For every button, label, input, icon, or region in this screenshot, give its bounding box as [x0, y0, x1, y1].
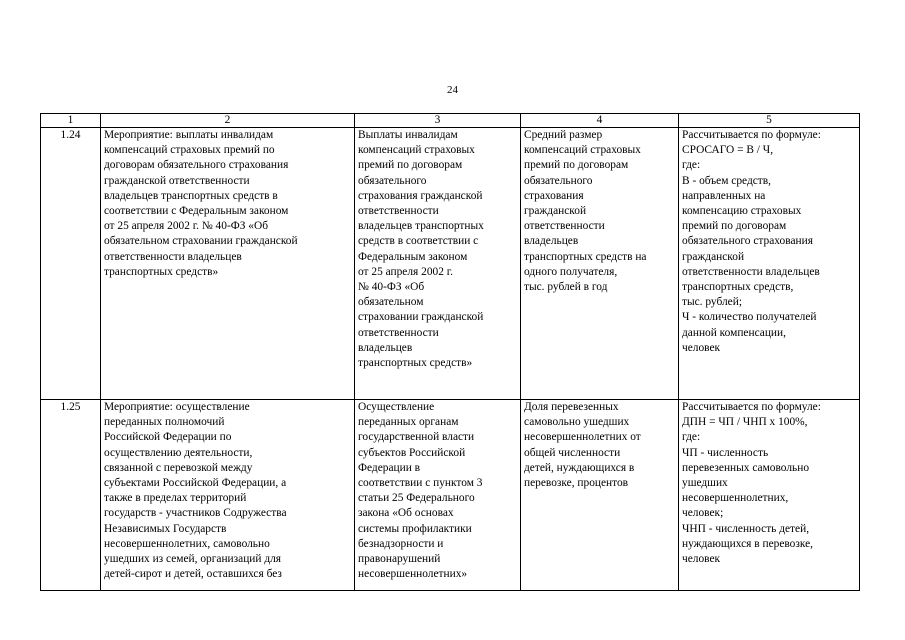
- description-cell: Выплаты инвалидам компенсаций страховых премий по договорам обязательного страхования гражданской ответственности владельцев транспортных средств в соответствии с Федеральным законом от 25 апреля 2002 г. № 40-ФЗ «Об обязательном страховании гражданской ответственности владельцев транспортных средств»: [355, 128, 521, 400]
- indicator-cell: [521, 400, 679, 591]
- activity-cell: Мероприятие: выплаты инвалидам компенсаций страховых премий по договорам обязательного страхования гражданской ответственности владельцев транспортных средств в соответствии с Федеральным законом от 25 апреля 2002 г. № 40-ФЗ «Об обязательном страховании гражданской ответственности владельцев транспортных средств»: [101, 128, 355, 400]
- table-row-1-25: [41, 400, 860, 591]
- activity-text: Мероприятие: осуществление переданных полномочий Российской Федерации по осуществлению деятельности, связанной с перевозкой между субъектами Российской Федерации, а также в пределах территорий государств - участников Содружества Независимых Государств несовершеннолетних, самовольно ушедших из семей, организаций для детей-сирот и детей, оставшихся без: [104, 401, 287, 581]
- column-header-1: 1: [41, 114, 101, 128]
- row-number: 1.24: [41, 128, 101, 400]
- header-row: [41, 114, 860, 128]
- formula-cell: [679, 400, 860, 591]
- table-row-1-24: [41, 128, 860, 400]
- indicator-cell: Средний размер компенсаций страховых премий по договорам обязательного страхования гражданской ответственности владельцев транспортных средств на одного получателя, тыс. рублей в год: [521, 128, 679, 400]
- description-cell: [355, 400, 521, 591]
- formula-text: Рассчитывается по формуле: ДПН = ЧП / ЧНП х 100%, где: ЧП - численность перевезенных самовольно ушедших несовершеннолетних, человек; ЧНП - численность детей, нуждающихся в перевозке, человек: [682, 401, 821, 566]
- indicator-table: [40, 113, 860, 591]
- column-header-2: 2: [101, 114, 355, 128]
- indicator-text: Доля перевезенных самовольно ушедших несовершеннолетних от общей численности детей, нуждающихся в перевозке, процентов: [524, 401, 641, 490]
- formula-cell: Рассчитывается по формуле: СРОСАГО = В / Ч, где: В - объем средств, направленных на компенсацию страховых премий по договорам обязательного страхования гражданской ответственности владельцев транспортных средств, тыс. рублей; Ч - количество получателей данной компенсации, человек: [679, 128, 860, 400]
- row-number: [41, 400, 101, 591]
- column-header-4: 4: [521, 114, 679, 128]
- description-text: Осуществление переданных органам государственной власти субъектов Российской Федерации в соответствии с пунктом 3 статьи 25 Федерального закона «Об основах системы профилактики безнадзорности и правонарушений несовершеннолетних»: [358, 401, 483, 581]
- row-number-text: 1.25: [60, 401, 81, 413]
- activity-cell: [101, 400, 355, 591]
- column-header-5: 5: [679, 114, 860, 128]
- page-number: 24: [447, 84, 458, 96]
- column-header-3: 3: [355, 114, 521, 128]
